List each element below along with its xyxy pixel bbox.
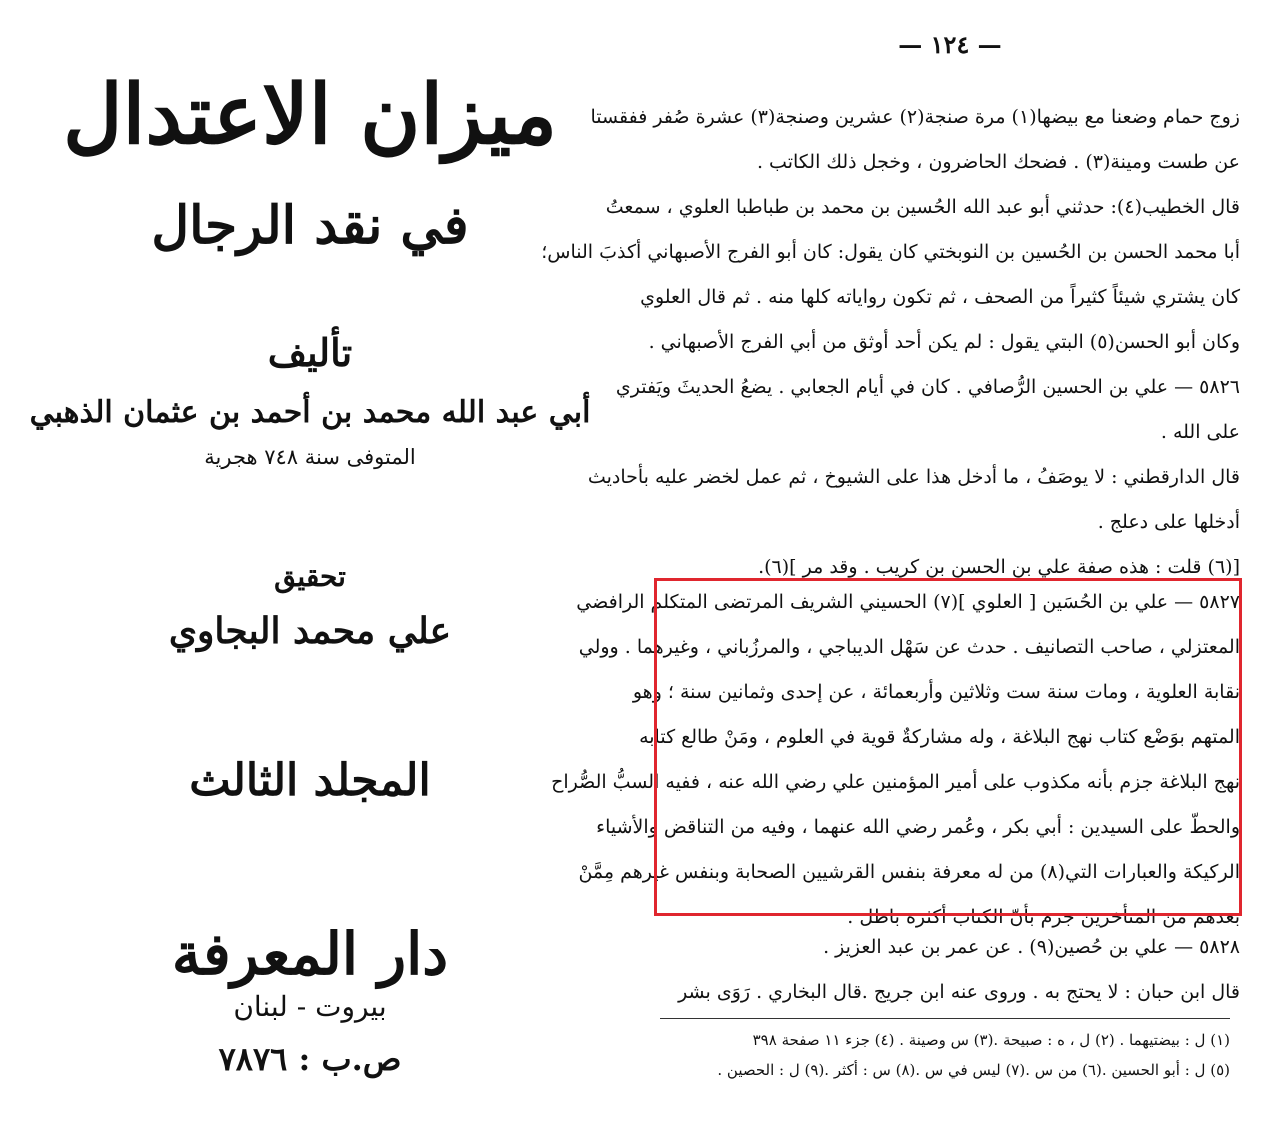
entry-5827-line: ٥٨٢٧ — علي بن الحُسَين [ العلوي ](٧) الحسيني الشريف المرتضى المتكلم الرافضي xyxy=(576,591,1240,613)
book-subtitle: في نقد الرجال xyxy=(151,195,469,256)
highlight-box xyxy=(654,578,1242,916)
text-line: قال الدارقطني : لا يوصَفُ ، ما أدخل هذا على الشيوخ ، ثم عمل لخضر عليه بأحاديث xyxy=(587,466,1240,488)
text-line: قال الخطيب(٤): حدثني أبو عبد الله الحُسين بن محمد بن طباطبا العلوي ، سمعتُ xyxy=(605,196,1240,218)
entry-5826-line: ٥٨٢٦ — علي بن الحسين الرُّصافي . كان في أيام الجعابي . يضعُ الحديثَ ويَفتري xyxy=(615,376,1240,398)
text-line: قال ابن حبان : لا يحتج به . وروى عنه ابن جريج .قال البخاري . رَوَى بشر xyxy=(678,981,1240,1003)
page-number: — ١٢٤ — xyxy=(898,30,1002,59)
entry-5827-line: المعتزلي ، صاحب التصانيف . حدث عن سَهْل الديباجي ، والمرزُباني ، وغيرهما . وولي xyxy=(578,636,1240,658)
footnote-line: (١) ل : بيضتيهما . (٢) ل ، ه : صبيحة .(٣) س وصينة . (٤) جزء ١١ صفحة ٣٩٨ xyxy=(752,1031,1230,1049)
cover-page xyxy=(0,0,620,1133)
author-name: أبي عبد الله محمد بن أحمد بن عثمان الذهبي xyxy=(29,395,591,430)
entry-5827-line: المتهم بوَضْع كتاب نهج البلاغة ، وله مشاركةٌ قوية في العلوم ، ومَنْ طالع كتابه xyxy=(639,726,1240,748)
text-line: على الله . xyxy=(1160,421,1240,443)
publisher-pobox: ص.ب : ٧٨٧٦ xyxy=(218,1040,402,1078)
text-line: [(٦) قلت : هذه صفة علي بن الحسن بن كريب . وقد مر ](٦). xyxy=(758,556,1240,578)
footnote-divider xyxy=(660,1018,1230,1019)
publisher-city: بيروت - لبنان xyxy=(233,990,387,1023)
volume-label: المجلد الثالث xyxy=(189,755,431,806)
text-line: وكان أبو الحسن(٥) البتي يقول : لم يكن أحد أوثق من أبي الفرج الأصبهاني . xyxy=(648,331,1240,353)
text-line: أدخلها على دعلج . xyxy=(1097,511,1240,533)
text-line: زوج حمام وضعنا مع بيضها(١) مرة صنجة(٢) عشرين وصنجة(٣) عشرة صُفر ففقستا xyxy=(590,106,1240,128)
text-block-bottom xyxy=(650,925,1240,1015)
text-line: كان يشتري شيئاً كثيراً من الصحف ، ثم تكون رواياته كلها منه . ثم قال العلوي xyxy=(640,286,1240,308)
editor-name: علي محمد البجاوي xyxy=(168,610,452,652)
entry-5827-line: الركيكة والعبارات التي(٨) من له معرفة بنفس القرشيين الصحابة وبنفس غيرهم مِمَّنْ xyxy=(578,861,1240,883)
author-death-date: المتوفى سنة ٧٤٨ هجرية xyxy=(204,445,416,469)
entry-5827-line: والحطّ على السيدين : أبي بكر ، وعُمر رضي الله عنهما ، وفيه من التناقض والأشياء xyxy=(596,816,1240,838)
text-block-top xyxy=(541,95,1240,590)
book-title: ميزان الاعتدال xyxy=(62,67,558,163)
text-line: أبا محمد الحسن بن الحُسين بن النوبختي كان يقول: كان أبو الفرج الأصبهاني أكذبَ الناس؛ xyxy=(541,241,1240,263)
edited-by-label: تحقيق xyxy=(274,560,346,593)
entry-5827-line: بعدهم من المتأخرين جزم بأنّ الكتاب أكثره باطل . xyxy=(847,906,1240,928)
text-page xyxy=(541,0,1260,1133)
footnotes xyxy=(650,1025,1230,1085)
footnote-line: (٥) ل : أبو الحسين .(٦) من س .(٧) ليس في س .(٨) س : أكثر .(٩) ل : الحصين . xyxy=(717,1061,1230,1079)
entry-5827-line: نهج البلاغة جزم بأنه مكذوب على أمير المؤمنين علي رضي الله عنه ، ففيه السبُّ الصُّراح xyxy=(551,771,1240,793)
authored-by-label: تأليف xyxy=(267,330,353,375)
text-line: عن طست ومينة(٣) . فضحك الحاضرون ، وخجل ذلك الكاتب . xyxy=(756,151,1240,173)
entry-5828-line: ٥٨٢٨ — علي بن حُصين(٩) . عن عمر بن عبد العزيز . xyxy=(823,936,1240,958)
publisher-name: دار المعرفة xyxy=(171,920,449,988)
entry-5827-line: نقابة العلوية ، ومات سنة ست وثلاثين وأربعمائة ، عن إحدى وثمانين سنة ؛ وهو xyxy=(632,681,1240,703)
